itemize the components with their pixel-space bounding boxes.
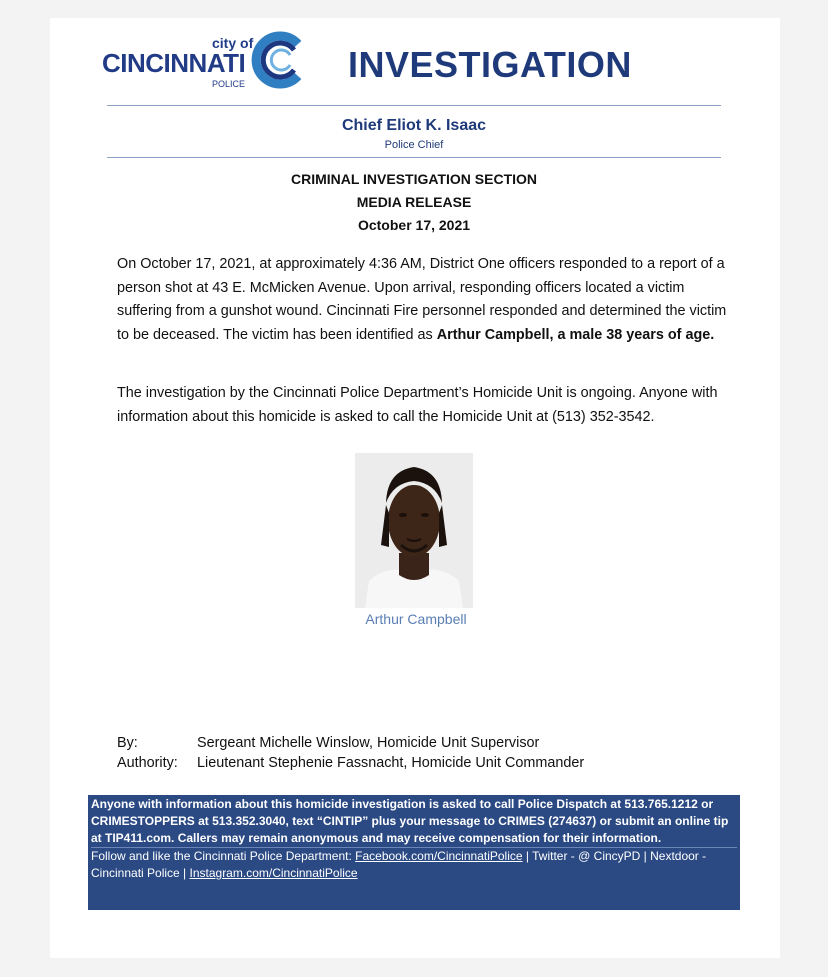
incident-paragraph [117,253,737,347]
footer-tip-notice: Anyone with information about this homicide investigation is asked to call Police Dispatch at 513.765.1212 or CRIMESTOPPERS at 513.352.3040, text “CINTIP” plus your message to CRIMES (274637) or submit an online tip at TIP411.com. Callers may remain anonymous and may receive compensation for their information. [91,797,729,845]
top-divider [107,105,721,106]
photo-caption: Arthur Campbell [365,611,467,627]
logo-cincinnati-text: CINCINNATI [102,48,246,78]
logo-city-of-text: city of [212,35,254,51]
facebook-link[interactable]: Facebook.com/CincinnatiPolice [355,849,523,863]
by-label: By: [117,735,138,751]
victim-identity: Arthur Campbell, a male 38 years of age. [436,326,715,343]
footer-social [91,847,737,882]
chief-title: Police Chief [384,139,444,151]
authority-line [117,755,584,771]
section-heading: CRIMINAL INVESTIGATION SECTION [290,171,538,187]
logo-police-text: POLICE [212,79,246,89]
footer-social-text: | Twitter - @ CincyPD | Nextdoor - Cincinnati Police | [91,849,707,880]
release-date: October 17, 2021 [357,217,471,233]
release-type: MEDIA RELEASE [356,194,472,210]
by-value: Sergeant Michelle Winslow, Homicide Unit Supervisor [197,735,540,751]
logo-c-mark-icon [250,30,310,90]
authority-label: Authority: [117,755,178,771]
chief-name: Chief Eliot K. Isaac [341,117,487,134]
victim-photo [355,453,473,608]
instagram-link[interactable]: Instagram.com/CincinnatiPolice [189,866,358,880]
incident-text: On October 17, 2021, at approximately 4:36 AM, District One officers responded to a report of a person shot at 43 E. McMicken Avenue. Upon arrival, responding officers located a victim suffering from a gunshot wound. Cincinnati Fire personnel responded and determined the victim to be deceased. The victim has been identified as [117,256,727,343]
investigation-paragraph: The investigation by the Cincinnati Police Department’s Homicide Unit is ongoing. Anyone with information about this homicide is asked to call the Homicide Unit at (513) 352-3542. [117,385,718,425]
footer-banner [88,795,740,910]
footer-follow-text: Follow and like the Cincinnati Police Department: [91,849,356,863]
authority-value: Lieutenant Stephenie Fassnacht, Homicide Unit Commander [197,755,585,771]
page-title: INVESTIGATION [348,44,632,85]
by-line [117,735,539,751]
bottom-divider [107,157,721,158]
